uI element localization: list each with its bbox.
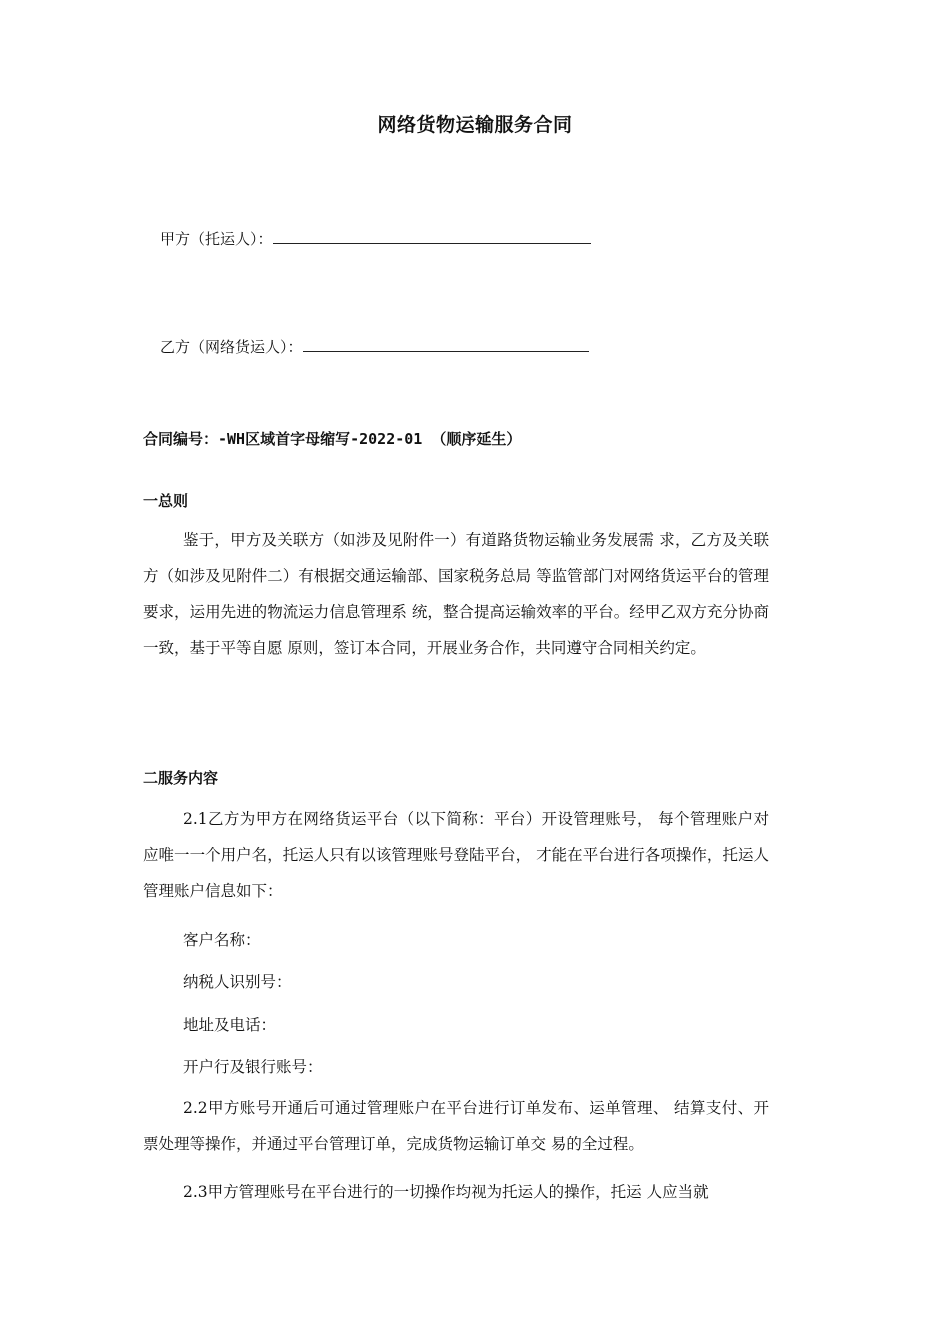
field-bank-account: 开户行及银行账号： [183,1058,323,1076]
party-a-line [160,227,591,249]
section-1-body: 鉴于，甲方及关联方（如涉及见附件一）有道路货物运输业务发展需 求，乙方及关联方（如涉及见附件二）有根据交通运输部、国家税务总局 等监管部门对网络货运平台的管理要求，运用先进的物流运力信息管理系 统，整合提高运输效率的平台。经甲乙双方充分协商一致，基于平等自愿 原则，签订本合同，开展业务合作，共同遵守合同相关约定。 [143,531,769,657]
contract-number: 合同编号：-WH区域首字母缩写-2022-01 （顺序延生） [143,430,522,448]
clause-2-2: 2.2甲方账号开通后可通过管理账户在平台进行订单发布、运单管理、 结算支付、开票处理等操作，并通过平台管理订单，完成货物运输订单交 易的全过程。 [143,1099,769,1153]
field-taxpayer-id: 纳税人识别号： [183,973,292,991]
clause-2-1: 2.1乙方为甲方在网络货运平台（以下简称：平台）开设管理账号， 每个管理账户对应唯一一个用户名，托运人只有以该管理账号登陆平台， 才能在平台进行各项操作，托运人管理账户信息如下： [143,810,769,900]
party-b-blank [303,335,589,352]
clause-2-3: 2.3甲方管理账号在平台进行的一切操作均视为托运人的操作，托运 人应当就 [183,1183,709,1201]
party-b-label: 乙方（网络货运人）： [160,338,303,356]
field-address-phone: 地址及电话： [183,1016,277,1034]
section-1-heading: 一总则 [143,492,189,510]
field-customer-name: 客户名称： [183,931,261,949]
party-a-label: 甲方（托运人）： [160,230,273,248]
section-2-heading: 二服务内容 [143,769,219,787]
document-title: 网络货物运输服务合同 [377,114,573,136]
party-a-blank [273,227,591,244]
party-b-line [160,335,589,357]
